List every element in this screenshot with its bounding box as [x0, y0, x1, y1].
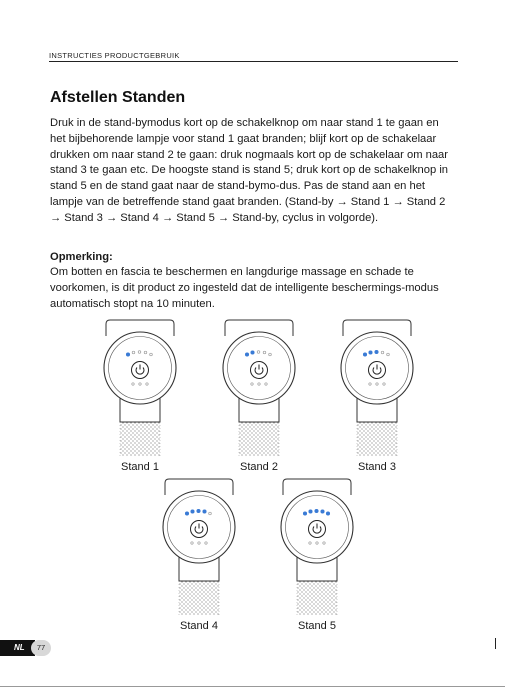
level-led [126, 353, 129, 356]
level-led [363, 353, 366, 356]
level-led [245, 353, 248, 356]
device-illustration [161, 477, 237, 617]
indicator-dot [205, 542, 207, 544]
device-illustration [339, 318, 415, 458]
indicator-dot [316, 542, 318, 544]
power-button [132, 362, 149, 379]
indicator-dot [251, 383, 253, 385]
level-led [369, 351, 372, 354]
power-button [369, 362, 386, 379]
indicator-dot [376, 383, 378, 385]
level-led [315, 509, 318, 512]
level-led [191, 510, 194, 513]
device-stand-4 [161, 477, 237, 632]
grip-texture [120, 422, 160, 456]
power-button [251, 362, 268, 379]
indicator-dot [198, 542, 200, 544]
level-led [303, 512, 306, 515]
device-illustration [279, 477, 355, 617]
page-badge [0, 640, 52, 656]
indicator-dot [258, 383, 260, 385]
indicator-dot [139, 383, 141, 385]
power-button [309, 521, 326, 538]
indicator-dot [265, 383, 267, 385]
device-stand-1 [102, 318, 178, 473]
bottom-rule [0, 686, 505, 687]
device-label: Stand 3 [358, 461, 396, 473]
device-label: Stand 1 [121, 461, 159, 473]
device-label: Stand 4 [180, 620, 218, 632]
level-led [326, 512, 329, 515]
section-title: Afstellen Standen [50, 89, 186, 106]
level-led [203, 510, 206, 513]
margin-mark [495, 638, 496, 649]
device-label: Stand 2 [240, 461, 278, 473]
device-label: Stand 5 [298, 620, 336, 632]
indicator-dot [309, 542, 311, 544]
device-illustration [221, 318, 297, 458]
device-stand-2 [221, 318, 297, 473]
indicator-dot [132, 383, 134, 385]
level-led [251, 351, 254, 354]
indicator-dot [383, 383, 385, 385]
page-number: 77 [31, 640, 51, 656]
indicator-dot [323, 542, 325, 544]
indicator-dot [369, 383, 371, 385]
language-tag: NL [0, 640, 35, 656]
grip-texture [297, 581, 337, 615]
grip-texture [179, 581, 219, 615]
level-led [321, 510, 324, 513]
body-paragraph: Druk in de stand-bymodus kort op de schakelknop om naar stand 1 te gaan en het bijbehorende lampje voor stand 1 gaat branden; blijf kort op de schakelaar drukken om naar stand 2 te gaan: druk nogmaals kort op de schakelaar om naar stand 3 te gaan etc. De hoogste stand is stand 5; druk kort op de schakelknop in stand 5 en de stand gaat naar de stand-bymo-dus. Pas de stand aan en het lampje van de betreffende stand gaat branden. (Stand-by → Stand 1 → Stand 2 → Stand 3 → Stand 4 → Stand 5 → Stand-by, cyclus in volgorde). [50, 117, 449, 224]
indicator-dot [191, 542, 193, 544]
device-stand-5 [279, 477, 355, 632]
device-stand-3 [339, 318, 415, 473]
grip-texture [239, 422, 279, 456]
note-text: Om botten en fascia te beschermen en langdurige massage en schade te voorkomen, is dit product zo ingesteld dat de intelligente beschermings-modus automatisch stopt na 10 minuten. [50, 266, 439, 310]
device-illustration [102, 318, 178, 458]
power-button [191, 521, 208, 538]
indicator-dot [146, 383, 148, 385]
level-led [309, 510, 312, 513]
note-title: Opmerking: [50, 251, 113, 263]
level-led [197, 509, 200, 512]
grip-texture [357, 422, 397, 456]
header-label: INSTRUCTIES PRODUCTGEBRUIK [49, 51, 180, 60]
level-led [375, 350, 378, 353]
header-rule [49, 61, 458, 62]
level-led [185, 512, 188, 515]
